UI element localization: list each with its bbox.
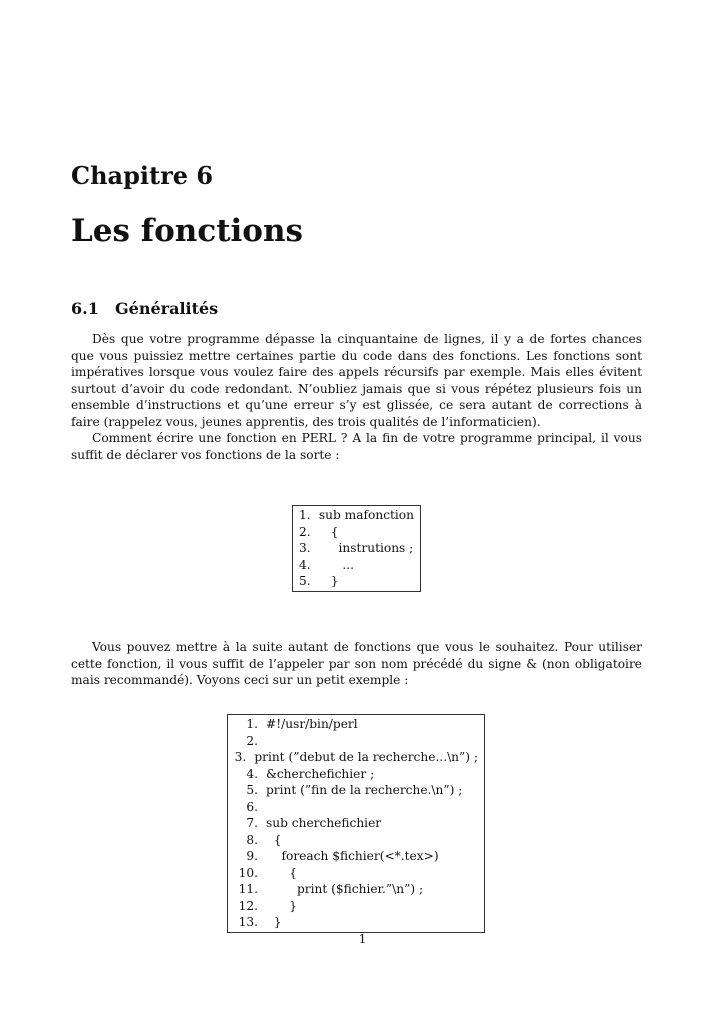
code-line: [234, 733, 478, 750]
code-line: [234, 865, 478, 882]
code-line: [234, 848, 478, 865]
code-line: [234, 799, 478, 816]
line-number: 9.: [246, 849, 258, 863]
line-number: 5.: [246, 783, 258, 797]
paragraph-intro: Dès que votre programme dépasse la cinquantaine de lignes, il y a de fortes chances que vous puissiez mettre certaines partie du code dans des fonctions. Les fonctions sont impératives lorsque vous voulez faire des appels récursifs par exemple. Mais elles évitent surtout d’avoir du code redondant. N’oubliez jamais que si vous répétez plusieurs fois un ensemble d’instructions et qu’une erreur s’y est glissée, ce sera autant de corrections à faire (rappelez vous, jeunes apprentis, des trois qualités de l’informaticien).: [71, 332, 642, 429]
line-number: 10.: [238, 865, 258, 880]
section-title: Généralités: [115, 299, 219, 318]
code-line: [299, 573, 414, 590]
line-number: 12.: [238, 898, 258, 913]
line-number: 7.: [246, 816, 258, 830]
code-text: instrutions ;: [323, 541, 414, 555]
code-text: }: [266, 915, 282, 929]
line-number: 1.: [246, 717, 258, 731]
code-line: [234, 716, 478, 733]
code-line: [234, 782, 478, 799]
code-line: [234, 881, 478, 898]
code-text: {: [266, 832, 282, 847]
line-number: 2.: [299, 524, 311, 539]
line-number: 5.: [299, 574, 311, 588]
code-line: [299, 557, 414, 574]
line-number: 13.: [238, 915, 258, 929]
chapter-label: Chapitre 6: [71, 161, 214, 190]
code-block-example: [227, 714, 485, 933]
line-number: 8.: [246, 832, 258, 847]
code-text: print (”debut de la recherche...\n”) ;: [254, 750, 478, 764]
code-text: foreach $fichier(<*.tex>): [266, 849, 439, 863]
code-text: print (”fin de la recherche.\n”) ;: [266, 783, 463, 797]
chapter-title: Les fonctions: [71, 213, 303, 249]
code-line: [299, 507, 414, 524]
code-text: {: [323, 524, 339, 539]
code-line: [234, 815, 478, 832]
line-number: 1.: [299, 508, 311, 522]
code-line: [234, 766, 478, 783]
code-text: print ($fichier.”\n”) ;: [266, 882, 424, 896]
section-heading: [71, 299, 218, 318]
line-number: 3.: [234, 750, 247, 764]
code-text: {: [266, 865, 297, 880]
code-text: sub mafonction: [318, 508, 414, 522]
code-text: }: [323, 574, 339, 588]
page-number: 1: [358, 932, 367, 946]
code-line: [234, 832, 478, 849]
code-text: }: [266, 898, 297, 913]
code-line: [299, 524, 414, 541]
code-line: [234, 898, 478, 915]
paragraph-usage: Vous pouvez mettre à la suite autant de fonctions que vous le souhaitez. Pour utiliser cette fonction, il vous suffit de l’appeler par son nom précédé du signe & (non obligatoire mais recommandé). Voyons ceci sur un petit exemple :: [71, 640, 642, 687]
line-number: 4.: [246, 766, 258, 781]
line-number: 2.: [246, 733, 258, 748]
code-text: #!/usr/bin/perl: [266, 717, 358, 731]
section-number: 6.1: [71, 299, 99, 318]
code-block-function-declaration: [292, 505, 421, 592]
line-number: 11.: [238, 882, 258, 896]
code-line: [234, 749, 478, 766]
line-number: 3.: [299, 541, 311, 555]
paragraph-how-to: Comment écrire une fonction en PERL ? A la fin de votre programme principal, il vous suffit de déclarer vos fonctions de la sorte :: [71, 431, 642, 462]
line-number: 6.: [246, 799, 258, 814]
code-text: sub cherchefichier: [266, 816, 382, 830]
code-line: [299, 540, 414, 557]
code-line: [234, 914, 478, 931]
code-text: ...: [323, 557, 354, 572]
code-text: &cherchefichier ;: [266, 766, 375, 781]
line-number: 4.: [299, 557, 311, 572]
